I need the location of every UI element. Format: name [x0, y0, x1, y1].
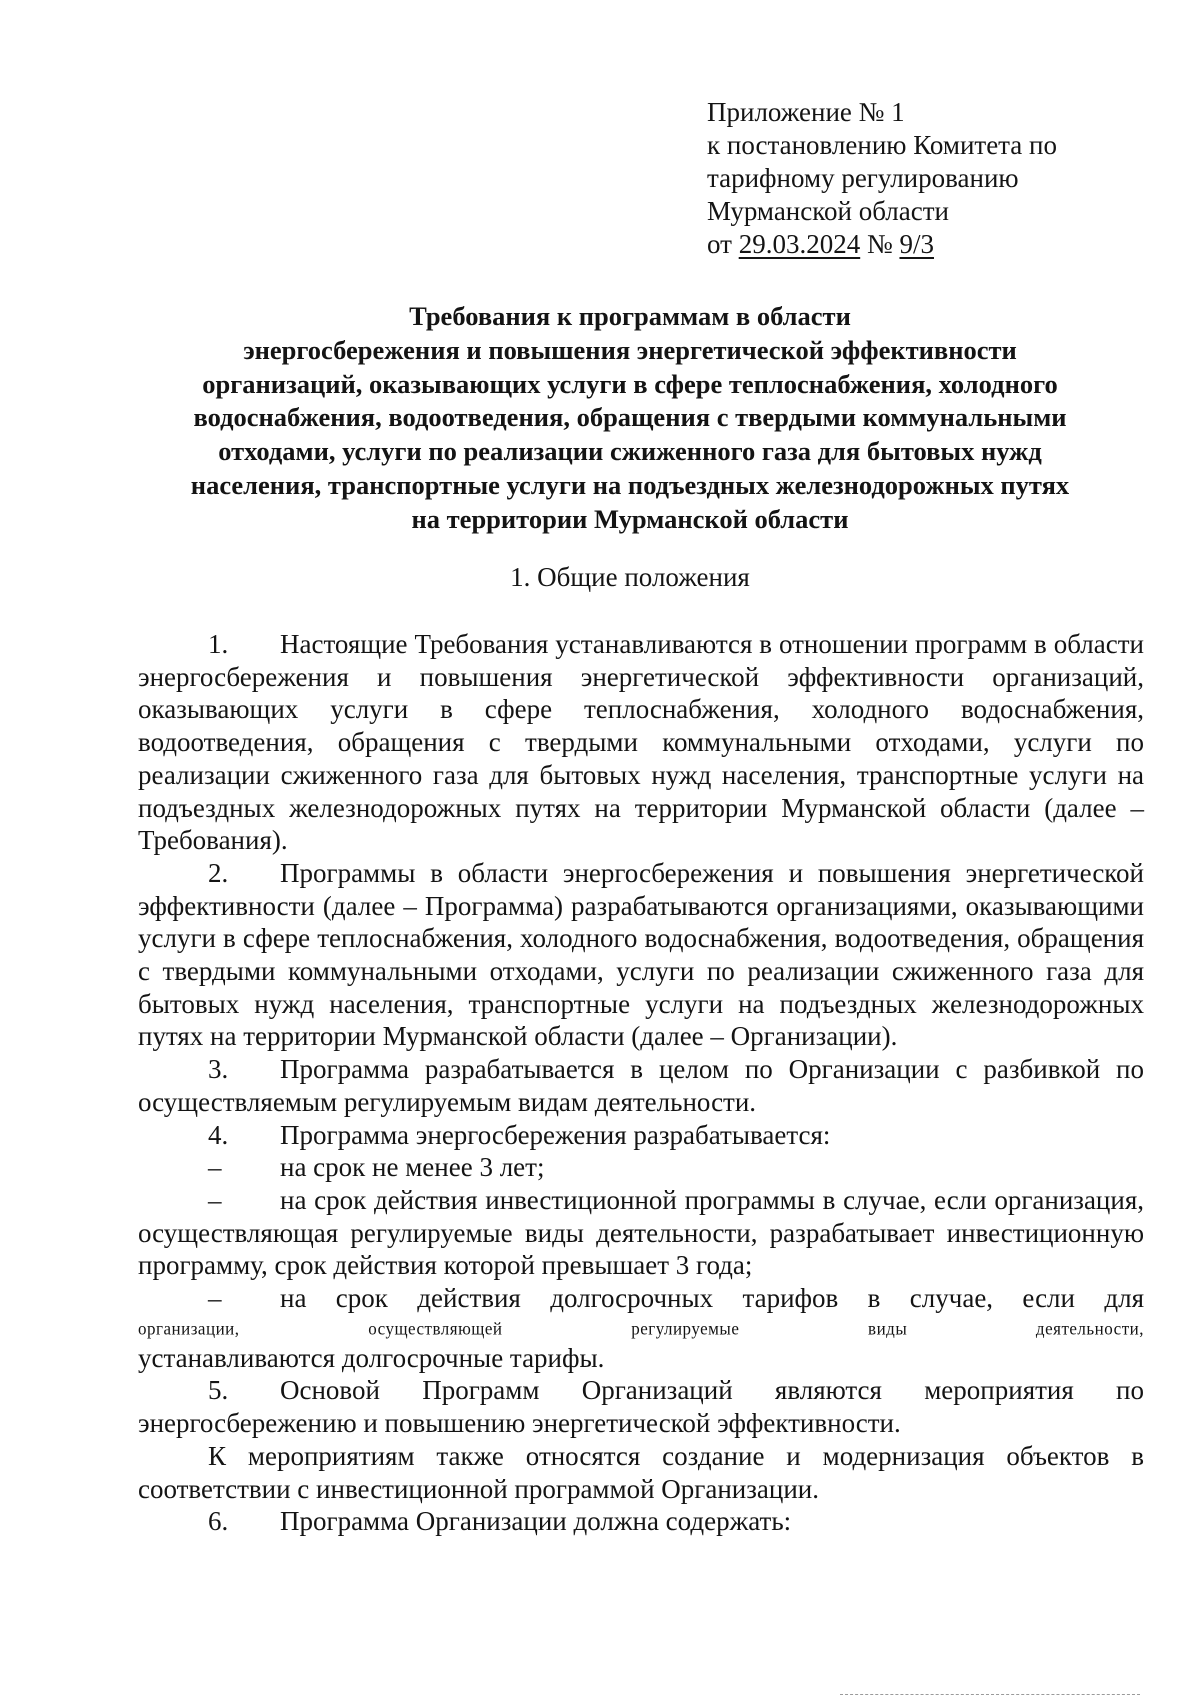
item-number: 6.	[208, 1506, 229, 1537]
item-number: 5.	[208, 1375, 229, 1406]
item-number: 2.	[208, 857, 229, 888]
resolution-date: 29.03.2024	[738, 229, 861, 259]
appendix-block	[707, 96, 1177, 261]
scan-edge-rule	[840, 1694, 1140, 1695]
section-heading: 1. Общие положения	[510, 562, 750, 592]
appendix-line: к постановлению Комитета по	[707, 130, 1057, 160]
item-text: на срок не менее 3 лет;	[280, 1152, 545, 1183]
title-line: организаций, оказывающих услуги в сфере теплоснабжения, холодного	[202, 368, 1058, 399]
resolution-number: 9/3	[899, 229, 934, 259]
dash-marker: –	[208, 1152, 222, 1183]
title-line: энергосбережения и повышения энергетической эффективности	[243, 334, 1017, 365]
dash-marker: –	[208, 1283, 222, 1314]
paragraph-5-continuation: К мероприятиям также относятся создание и модернизация объектов в соответствии с инвестиционной программой Организации.	[138, 1440, 1144, 1504]
appendix-line: тарифному регулированию	[707, 163, 1019, 193]
paragraph-1	[138, 628, 1144, 857]
paragraph-4	[138, 1119, 1144, 1152]
dash-item-3-end: устанавливаются долгосрочные тарифы.	[138, 1342, 605, 1373]
dash-marker: –	[208, 1184, 222, 1215]
title-line: населения, транспортные услуги на подъездных железнодорожных путях	[190, 469, 1070, 500]
appendix-date-line	[707, 228, 1177, 261]
item-text: Программа энергосбережения разрабатывается:	[280, 1119, 831, 1150]
item-text: Программы в области энергосбережения и повышения энергетической эффективности (далее – Программа) разрабатываются организациями, оказывающими услуги в сфере теплоснабжения, холодного водоснабжения, водоотведения, обращения с твердыми коммунальными отходами, услуги по реализации сжиженного газа для бытовых нужд населения, транспортные услуги на подъездных железнодорожных путях на территории Мурманской области (далее – Организации).	[138, 857, 1144, 1052]
item-number: 1.	[208, 629, 229, 659]
appendix-line: Приложение № 1	[707, 97, 905, 127]
paragraph-6	[138, 1505, 1144, 1538]
title-line: Требования к программам в области	[409, 301, 851, 331]
date-prefix: от	[707, 229, 739, 259]
dash-item-2	[138, 1184, 1144, 1282]
item-text: на срок действия инвестиционной программы в случае, если организация, осуществляющая регулируемые виды деятельности, разрабатывает инвестиционную программу, срок действия которой превышает 3 года;	[138, 1184, 1144, 1281]
dash-item-1	[138, 1151, 1144, 1184]
appendix-line: Мурманской области	[707, 196, 949, 226]
title-line: на территории Мурманской области	[411, 503, 849, 534]
paragraph-3	[138, 1053, 1144, 1118]
spread-line: организации, осуществляющей регулируемые виды деятельности,	[138, 1318, 1144, 1339]
document-title	[130, 300, 1130, 537]
item-text: Программа Организации должна содержать:	[280, 1506, 792, 1537]
document-body	[138, 628, 1144, 1538]
title-line: отходами, услуги по реализации сжиженного газа для бытовых нужд	[218, 436, 1042, 467]
paragraph-2	[138, 857, 1144, 1053]
item-text: Настоящие Требования устанавливаются в отношении программ в области энергосбережения и повышения энергетической эффективности организаций, оказывающих услуги в сфере теплоснабжения, холодного водоснабжения, водоотведения, обращения с твердыми коммунальными отходами, услуги по реализации сжиженного газа для бытовых нужд населения, транспортные услуги на подъездных железнодорожных путях на территории Мурманской области (далее – Требования).	[138, 629, 1144, 856]
item-number: 4.	[208, 1119, 229, 1150]
item-number: 3.	[208, 1054, 229, 1085]
title-line: водоснабжения, водоотведения, обращения с твердыми коммунальными	[193, 402, 1067, 433]
paragraph-5	[138, 1374, 1144, 1439]
number-prefix: №	[860, 229, 900, 259]
item-text: Основой Программ Организаций являются мероприятия по энергосбережению и повышению энергетической эффективности.	[138, 1375, 1144, 1439]
item-text: Программа разрабатывается в целом по Организации с разбивкой по осуществляемым регулируемым видам деятельности.	[138, 1054, 1144, 1117]
dash-item-3	[138, 1282, 1144, 1315]
item-text: на срок действия долгосрочных тарифов в случае, если для	[280, 1283, 1144, 1314]
